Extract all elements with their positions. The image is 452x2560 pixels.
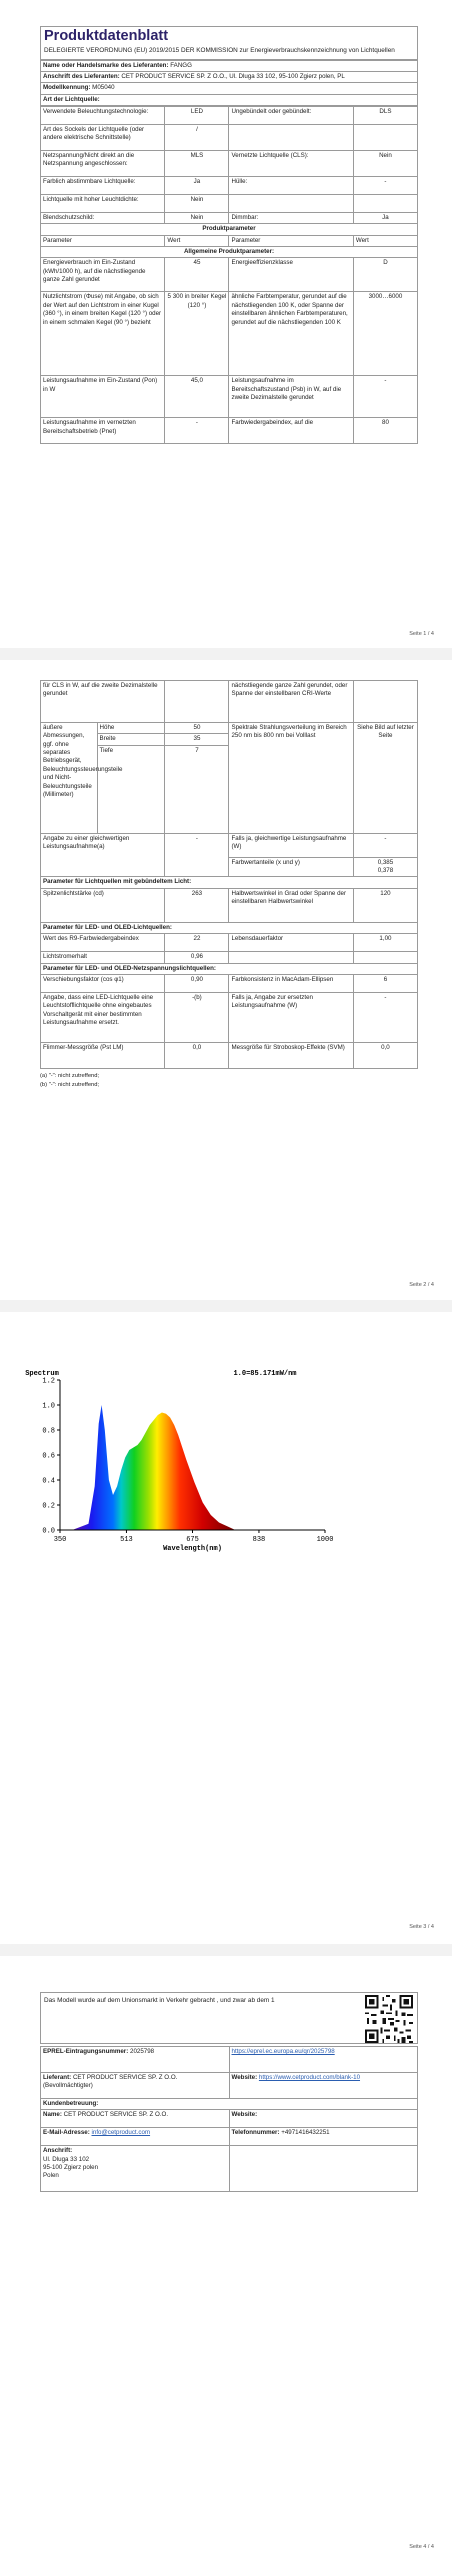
spectral-label: Spektrale Strahlungsverteilung im Bereich 250 nm bis 800 nm bei Volllast <box>229 723 353 834</box>
x-axis-label: Wavelength(nm) <box>163 1545 222 1553</box>
y-tick-label: 0.8 <box>42 1427 55 1436</box>
page-title: Produktdatenblatt <box>44 28 169 44</box>
page-2 <box>0 660 452 1300</box>
info-row: Anschrift: Ul. Dluga 33 102 95-100 Zgierz polen Polen <box>41 2146 418 2192</box>
address-line: Polen <box>43 2172 59 2180</box>
eprel-number: 2025798 <box>130 2048 155 2055</box>
x-tick-label: 838 <box>252 1536 266 1544</box>
outer-dimensions-label: äußere Abmessungen, ggf. ohne separates Betriebsgerät, Beleuchtungssteuerungsteile und Nicht-Beleuchtungsteile (Millimeter) <box>41 723 98 834</box>
supplier-name-label: Name oder Handelsmarke des Lieferanten: <box>43 61 169 69</box>
info-row: EPREL-Eintragungsnummer: 2025798 https://eprel.ec.europa.eu/qr/2025798 <box>41 2047 418 2073</box>
dimension-row: äußere Abmessungen, ggf. ohne separates Betriebsgerät, Beleuchtungssteuerungsteile und Nicht-Beleuchtungsteile (Millimeter) Höhe 50 Spektrale Strahlungsverteilung im Bereich 250 nm bis 800 nm bei Volllast Siehe Bild auf letzter Seite <box>41 723 418 734</box>
param-row: Spitzenlichtstärke (cd) 263 Halbwertswinkel in Grad oder Spanne der einstellbaren Halbwertswinkel 120 <box>41 888 418 922</box>
footnote-b: (b) "-": nicht zutreffend; <box>40 1082 100 1089</box>
param-row: Angabe, dass eine LED-Lichtquelle eine Leuchtstofflichtquelle ohne eingebautes Vorschaltgerät mit einer bestimmten Leistungsaufnahme ersetzt. -(b) Falls ja, Angabe zur ersetzten Leistungsaufnahme (W) - <box>41 992 418 1042</box>
page-number: Seite 4 / 4 <box>409 2544 434 2550</box>
y-tick-label: 0.6 <box>42 1452 55 1461</box>
customer-service-label: Kundenbetreuung: <box>41 2099 418 2110</box>
param-row: Farbwertanteile (x und y) 0,385 0,378 <box>41 857 418 877</box>
y-tick-label: 1.2 <box>42 1377 55 1386</box>
mains-params-header: Parameter für LED- und OLED-Netzspannungslichtquellen: <box>41 963 418 974</box>
params-column-headers: Parameter Wert Parameter Wert <box>41 235 418 246</box>
supplier-name: FANGG <box>170 61 192 69</box>
params-header: Produktparameter <box>41 224 418 235</box>
regulation-text: DELEGIERTE VERORDNUNG (EU) 2019/2015 DER KOMMISSION zur Energieverbrauchskennzeichnung von Lichtquellen <box>44 46 395 54</box>
info-row: Name: CET PRODUCT SERVICE SP. Z O.O. Website: <box>41 2110 418 2128</box>
light-source-type-label: Art der Lichtquelle: <box>41 94 418 105</box>
info-row: Farblich abstimmbare Lichtquelle: Ja Hülle: - <box>41 177 418 195</box>
page-number: Seite 1 / 4 <box>409 631 434 637</box>
page-4 <box>0 1956 452 2560</box>
info-row: E-Mail-Adresse: info@cetproduct.com Telefonnummer: +4971416432251 <box>41 2128 418 2146</box>
param-row: Lichtstromerhalt 0,96 <box>41 952 418 963</box>
contact-name: CET PRODUCT SERVICE SP. Z O.O. <box>63 2111 169 2119</box>
y-tick-label: 0.0 <box>42 1527 55 1536</box>
address-label: Anschrift des Lieferanten: <box>43 72 120 80</box>
info-row: Lichtquelle mit hoher Leuchtdichte: Nein <box>41 195 418 213</box>
info-row: Verwendete Beleuchtungstechnologie: LED Ungebündelt oder gebündelt: DLS <box>41 107 418 125</box>
param-row: für CLS in W, auf die zweite Dezimalstelle gerundet nächstliegende ganze Zahl gerundet, oder Spanne der einstellbaren CRI-Werte <box>41 681 418 723</box>
param-row: Energieverbrauch im Ein-Zustand (kWh/1000 h), auf die nächstliegende ganze Zahl gerundet 45 Energieeffizienzklasse D <box>41 258 418 292</box>
param-row: Wert des R9-Farbwiedergabeindex 22 Lebensdauerfaktor 1,00 <box>41 934 418 952</box>
x-tick-label: 675 <box>186 1536 199 1544</box>
address-line: 95-100 Zgierz polen <box>43 2164 99 2172</box>
x-tick-label: 1000 <box>316 1536 334 1544</box>
website2-label: Website: <box>231 2111 258 2119</box>
param-row: Leistungsaufnahme im vernetzten Bereitschaftsbetrieb (Pnet) - Farbwiedergabeindex, auf die 80 <box>41 418 418 444</box>
info-row: Netzspannung/Nicht direkt an die Netzspannung angeschlossen: MLS Vernetzte Lichtquelle (CLS): Nein <box>41 151 418 177</box>
phone-number: +4971416432251 <box>281 2129 330 2137</box>
y-tick-label: 0.4 <box>42 1477 55 1486</box>
page-number: Seite 2 / 4 <box>409 1282 434 1288</box>
param-row: Verschiebungsfaktor (cos φ1) 0,90 Farbkonsistenz in MacAdam-Ellipsen 6 <box>41 974 418 992</box>
page-3 <box>0 1312 452 1944</box>
directional-header: Parameter für Lichtquellen mit gebündeltem Licht: <box>41 877 418 888</box>
y-axis-label: Spectrum <box>25 1370 59 1378</box>
qr-code <box>365 1995 413 2043</box>
x-tick-label: 350 <box>53 1536 67 1544</box>
spectral-value: Siehe Bild auf letzter Seite <box>353 723 417 834</box>
x-tick-label: 513 <box>120 1536 133 1544</box>
param-row: Angabe zu einer gleichwertigen Leistungsaufnahme(a) - Falls ja, gleichwertige Leistungsaufnahme (W) - <box>41 833 418 857</box>
info-row: Art des Sockels der Lichtquelle (oder andere elektrische Schnittstelle) / <box>41 125 418 151</box>
general-params-header: Allgemeine Produktparameter: <box>41 247 418 258</box>
param-row: Leistungsaufnahme im Ein-Zustand (Pon) in W 45,0 Leistungsaufnahme im Bereitschaftszustand (Psb) in W, auf die zweite Dezimalstelle gerundet - <box>41 376 418 418</box>
param-row: Flimmer-Messgröße (Pst LM) 0,0 Messgröße für Stroboskop-Effekte (SVM) 0,0 <box>41 1042 418 1068</box>
led-params-header: Parameter für LED- und OLED-Lichtquellen: <box>41 922 418 933</box>
model-id: M05040 <box>92 84 115 92</box>
info-row: Lieferant: CET PRODUCT SERVICE SP. Z O.O. (Bevollmächtigter) Website: https://www.cetproduct.com/blank-10 <box>41 2073 418 2099</box>
dimension-row: Breite 35 <box>41 734 418 745</box>
supplier-address: CET PRODUCT SERVICE SP. Z O.O., Ul. Dluga 33 102, 95-100 Zgierz polen, PL <box>121 72 345 80</box>
scale-readout: 1.0=85.171mW/nm <box>233 1370 297 1378</box>
email-link[interactable]: info@cetproduct.com <box>91 2129 151 2137</box>
page-number: Seite 3 / 4 <box>409 1924 434 1930</box>
website-link[interactable]: https://www.cetproduct.com/blank-10 <box>258 2074 361 2081</box>
page-1 <box>0 0 452 648</box>
footnote-a: (a) "-": nicht zutreffend; <box>40 1072 100 1079</box>
eprel-link[interactable]: https://eprel.ec.europa.eu/qr/2025798 <box>231 2048 335 2055</box>
y-tick-label: 1.0 <box>42 1402 55 1411</box>
market-notice: Das Modell wurde auf dem Unionsmarkt in Verkehr gebracht , und zwar ab dem 1 <box>44 1997 275 2004</box>
param-row: Nutzlichtstrom (Φuse) mit Angabe, ob sich der Wert auf den Lichtstrom in einer Kugel (360 °), in einem breiten Kegel (120 °) oder in einem schmalen Kegel (90 °) bezieht 5 300 in breiter Kegel (120 °) ähnliche Farbtemperatur, gerundet auf die nächstliegenden 100 K, oder Spanne der einstellbaren ähnlichen Farbtemperaturen, gerundet auf die nächstliegenden 100 K 3000…6000 <box>41 292 418 376</box>
dimension-row: Tiefe 7 <box>41 745 418 833</box>
info-row: Blendschutzschild: Nein Dimmbar: Ja <box>41 213 418 224</box>
model-label: Modellkennung: <box>43 84 91 92</box>
spectrum-chart <box>0 1360 452 1560</box>
supplier-name: CET PRODUCT SERVICE SP. Z O.O. (Bevollmächtigter) <box>43 2074 178 2090</box>
y-tick-label: 0.2 <box>42 1502 55 1511</box>
address-line: Ul. Dluga 33 102 <box>43 2155 90 2163</box>
spectrum-area <box>72 1405 235 1530</box>
